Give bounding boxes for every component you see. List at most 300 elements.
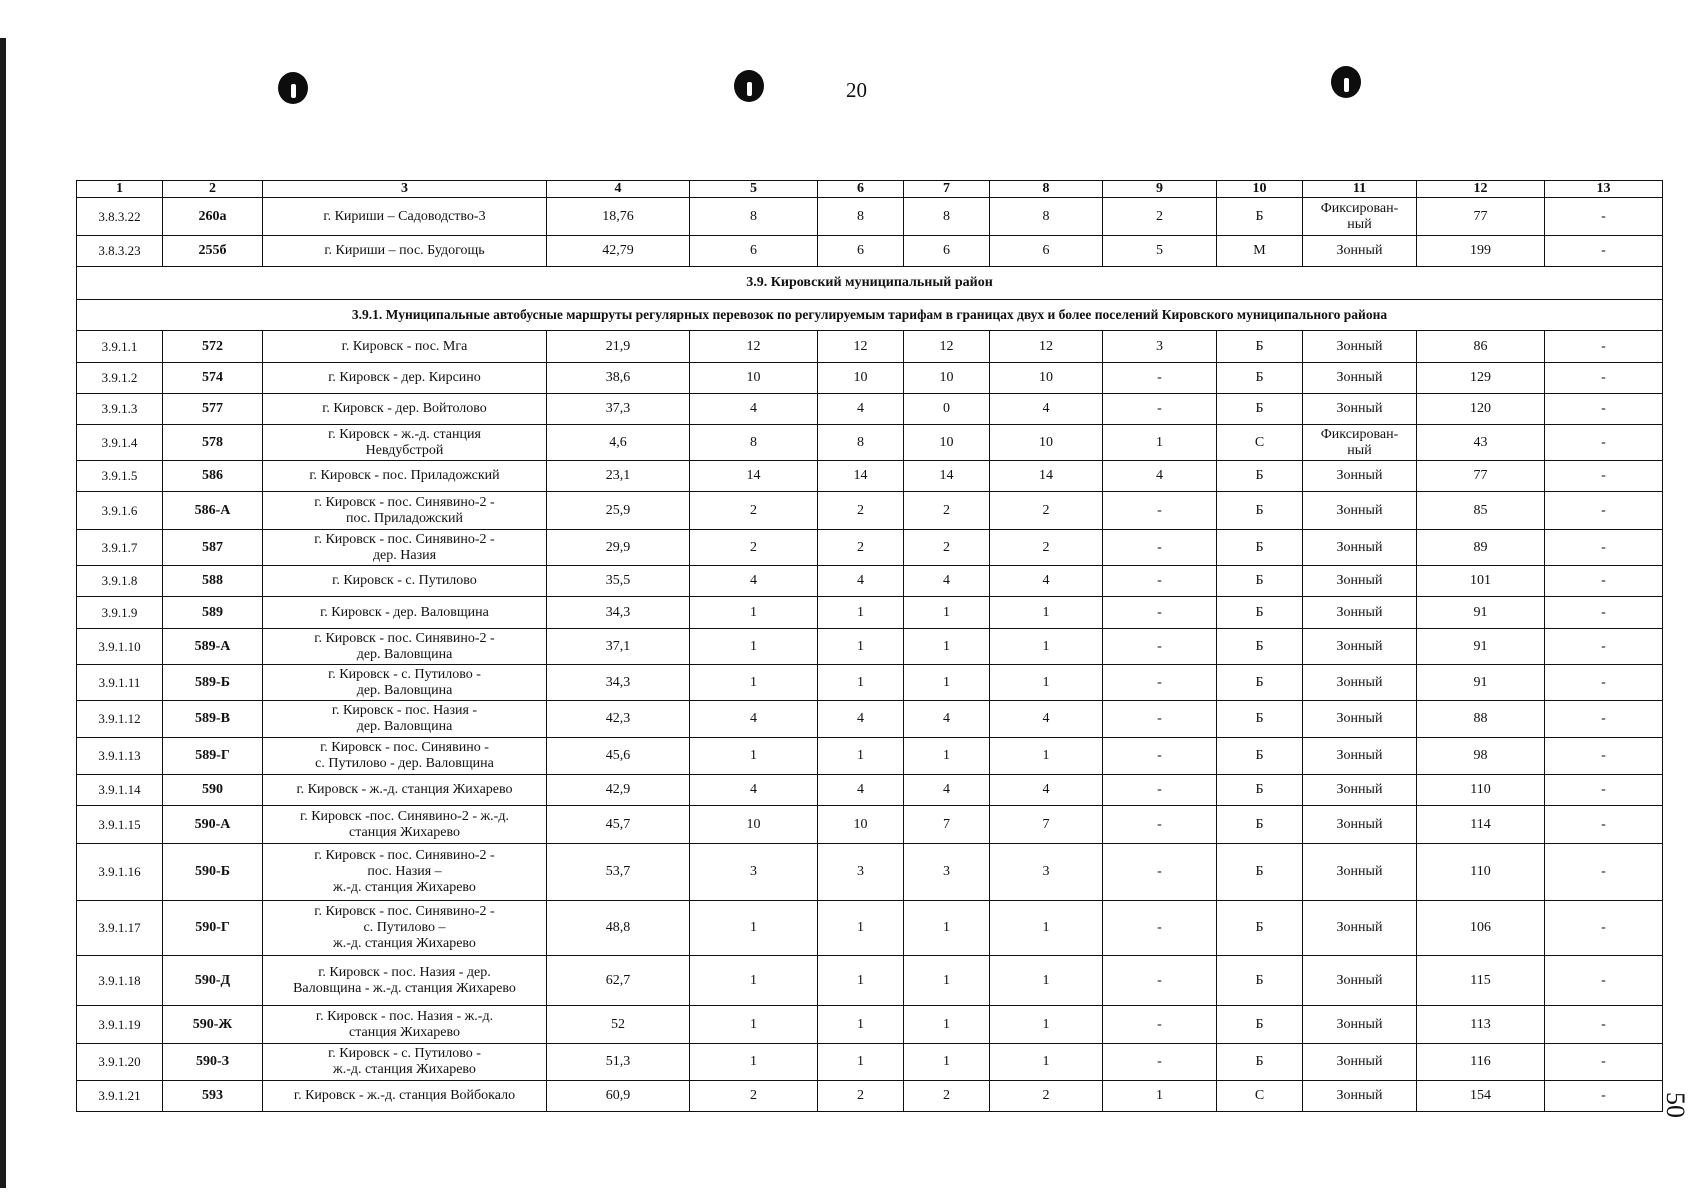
col-7: 1 xyxy=(904,1006,990,1044)
route-name: г. Кировск - с. Путилово - дер. Валовщина xyxy=(263,665,547,701)
tariff-type: Зонный xyxy=(1303,901,1417,956)
fare: 85 xyxy=(1417,492,1545,530)
col-5: 1 xyxy=(690,665,818,701)
col-5: 12 xyxy=(690,331,818,363)
route-length: 34,3 xyxy=(547,665,690,701)
col-9: - xyxy=(1103,738,1217,775)
route-number: 586-А xyxy=(163,492,263,530)
route-number: 255б xyxy=(163,236,263,267)
route-number: 588 xyxy=(163,566,263,597)
col-13: - xyxy=(1545,1081,1663,1112)
fare: 110 xyxy=(1417,844,1545,901)
route-length: 21,9 xyxy=(547,331,690,363)
row-code: 3.9.1.19 xyxy=(77,1006,163,1044)
vehicle-class: Б xyxy=(1217,844,1303,901)
column-header-8: 8 xyxy=(990,181,1103,198)
col-8: 4 xyxy=(990,701,1103,738)
tariff-type: Зонный xyxy=(1303,566,1417,597)
table-row xyxy=(77,566,1663,597)
vehicle-class: Б xyxy=(1217,1044,1303,1081)
row-code: 3.9.1.18 xyxy=(77,956,163,1006)
col-5: 1 xyxy=(690,597,818,629)
subsection-row xyxy=(77,300,1663,331)
col-13: - xyxy=(1545,1006,1663,1044)
col-7: 0 xyxy=(904,394,990,425)
column-header-13: 13 xyxy=(1545,181,1663,198)
col-9: - xyxy=(1103,665,1217,701)
col-6: 14 xyxy=(818,461,904,492)
tariff-type: Зонный xyxy=(1303,461,1417,492)
vehicle-class: М xyxy=(1217,236,1303,267)
route-number: 590-А xyxy=(163,806,263,844)
route-name: г. Кировск - дер. Войтолово xyxy=(263,394,547,425)
col-9: 2 xyxy=(1103,198,1217,236)
fare: 115 xyxy=(1417,956,1545,1006)
col-6: 1 xyxy=(818,665,904,701)
route-length: 35,5 xyxy=(547,566,690,597)
tariff-type: Зонный xyxy=(1303,1044,1417,1081)
vehicle-class: Б xyxy=(1217,363,1303,394)
col-8: 1 xyxy=(990,1006,1103,1044)
col-6: 10 xyxy=(818,363,904,394)
vehicle-class: Б xyxy=(1217,530,1303,566)
section-title: 3.9. Кировский муниципальный район xyxy=(77,267,1663,300)
tariff-type: Зонный xyxy=(1303,492,1417,530)
column-header-9: 9 xyxy=(1103,181,1217,198)
vehicle-class: Б xyxy=(1217,1006,1303,1044)
row-code: 3.9.1.3 xyxy=(77,394,163,425)
route-length: 4,6 xyxy=(547,425,690,461)
row-code: 3.9.1.8 xyxy=(77,566,163,597)
route-name: г. Кировск - пос. Синявино-2 - с. Путилово – ж.-д. станция Жихарево xyxy=(263,901,547,956)
col-13: - xyxy=(1545,775,1663,806)
route-length: 45,7 xyxy=(547,806,690,844)
route-name: г. Кировск - пос. Синявино-2 - дер. Валовщина xyxy=(263,629,547,665)
route-name: г. Кировск - пос. Назия - ж.-д. станция Жихарево xyxy=(263,1006,547,1044)
route-number: 589 xyxy=(163,597,263,629)
row-code: 3.9.1.12 xyxy=(77,701,163,738)
route-name: г. Кировск - пос. Назия - дер. Валовщина xyxy=(263,701,547,738)
table-row xyxy=(77,461,1663,492)
col-8: 2 xyxy=(990,492,1103,530)
col-7: 1 xyxy=(904,901,990,956)
row-code: 3.9.1.15 xyxy=(77,806,163,844)
col-9: 1 xyxy=(1103,425,1217,461)
tariff-type: Зонный xyxy=(1303,1081,1417,1112)
route-name: г. Кировск - пос. Назия - дер. Валовщина - ж.-д. станция Жихарево xyxy=(263,956,547,1006)
route-number: 586 xyxy=(163,461,263,492)
table-row xyxy=(77,363,1663,394)
route-number: 590-З xyxy=(163,1044,263,1081)
col-5: 2 xyxy=(690,492,818,530)
col-6: 12 xyxy=(818,331,904,363)
margin-handwritten-mark: 50 xyxy=(1661,1092,1690,1118)
col-6: 2 xyxy=(818,1081,904,1112)
col-5: 4 xyxy=(690,566,818,597)
fare: 106 xyxy=(1417,901,1545,956)
routes-table xyxy=(76,180,1663,1112)
tariff-type: Зонный xyxy=(1303,236,1417,267)
col-6: 4 xyxy=(818,566,904,597)
table-row xyxy=(77,597,1663,629)
col-5: 6 xyxy=(690,236,818,267)
col-8: 1 xyxy=(990,597,1103,629)
vehicle-class: С xyxy=(1217,1081,1303,1112)
page-number: 20 xyxy=(846,78,867,102)
col-8: 1 xyxy=(990,629,1103,665)
route-length: 42,3 xyxy=(547,701,690,738)
row-code: 3.9.1.7 xyxy=(77,530,163,566)
col-5: 3 xyxy=(690,844,818,901)
col-13: - xyxy=(1545,956,1663,1006)
vehicle-class: Б xyxy=(1217,492,1303,530)
col-13: - xyxy=(1545,701,1663,738)
route-name: г. Кириши – Садоводство-3 xyxy=(263,198,547,236)
table-row xyxy=(77,901,1663,956)
vehicle-class: Б xyxy=(1217,597,1303,629)
column-header-2: 2 xyxy=(163,181,263,198)
table-row xyxy=(77,331,1663,363)
col-8: 4 xyxy=(990,775,1103,806)
vehicle-class: Б xyxy=(1217,901,1303,956)
column-header-7: 7 xyxy=(904,181,990,198)
column-header-6: 6 xyxy=(818,181,904,198)
col-9: - xyxy=(1103,629,1217,665)
tariff-type: Зонный xyxy=(1303,665,1417,701)
col-7: 3 xyxy=(904,844,990,901)
row-code: 3.8.3.22 xyxy=(77,198,163,236)
col-13: - xyxy=(1545,566,1663,597)
table-row xyxy=(77,394,1663,425)
col-8: 10 xyxy=(990,363,1103,394)
col-5: 4 xyxy=(690,775,818,806)
col-9: - xyxy=(1103,1006,1217,1044)
row-code: 3.9.1.4 xyxy=(77,425,163,461)
row-code: 3.9.1.14 xyxy=(77,775,163,806)
col-9: - xyxy=(1103,566,1217,597)
vehicle-class: Б xyxy=(1217,738,1303,775)
column-header-4: 4 xyxy=(547,181,690,198)
col-8: 7 xyxy=(990,806,1103,844)
col-6: 1 xyxy=(818,1044,904,1081)
route-number: 589-Б xyxy=(163,665,263,701)
route-length: 60,9 xyxy=(547,1081,690,1112)
route-name: г. Кировск -пос. Синявино-2 - ж.-д. станция Жихарево xyxy=(263,806,547,844)
col-9: 1 xyxy=(1103,1081,1217,1112)
col-13: - xyxy=(1545,530,1663,566)
route-number: 590-Г xyxy=(163,901,263,956)
route-length: 29,9 xyxy=(547,530,690,566)
col-13: - xyxy=(1545,394,1663,425)
col-13: - xyxy=(1545,629,1663,665)
col-7: 7 xyxy=(904,806,990,844)
col-7: 2 xyxy=(904,492,990,530)
col-7: 2 xyxy=(904,530,990,566)
col-8: 2 xyxy=(990,1081,1103,1112)
col-5: 2 xyxy=(690,530,818,566)
route-name: г. Кировск - пос. Мга xyxy=(263,331,547,363)
route-name: г. Кировск - с. Путилово - ж.-д. станция Жихарево xyxy=(263,1044,547,1081)
col-5: 14 xyxy=(690,461,818,492)
table-row xyxy=(77,844,1663,901)
tariff-type: Зонный xyxy=(1303,844,1417,901)
route-length: 38,6 xyxy=(547,363,690,394)
table-row xyxy=(77,629,1663,665)
column-header-5: 5 xyxy=(690,181,818,198)
table-header xyxy=(77,181,1663,198)
col-9: - xyxy=(1103,806,1217,844)
table-body xyxy=(77,198,1663,1112)
tariff-type: Фиксирован- ный xyxy=(1303,425,1417,461)
row-code: 3.9.1.13 xyxy=(77,738,163,775)
col-7: 4 xyxy=(904,566,990,597)
column-header-10: 10 xyxy=(1217,181,1303,198)
col-7: 1 xyxy=(904,665,990,701)
col-13: - xyxy=(1545,844,1663,901)
row-code: 3.9.1.17 xyxy=(77,901,163,956)
route-name: г. Кириши – пос. Будогощь xyxy=(263,236,547,267)
subsection-title: 3.9.1. Муниципальные автобусные маршруты регулярных перевозок по регулируемым тарифам в границах двух и более поселений Кировского муниципального района xyxy=(77,300,1663,331)
col-7: 2 xyxy=(904,1081,990,1112)
route-length: 52 xyxy=(547,1006,690,1044)
section-row xyxy=(77,267,1663,300)
col-9: - xyxy=(1103,394,1217,425)
col-9: 4 xyxy=(1103,461,1217,492)
fare: 86 xyxy=(1417,331,1545,363)
fare: 91 xyxy=(1417,629,1545,665)
col-8: 4 xyxy=(990,566,1103,597)
fare: 129 xyxy=(1417,363,1545,394)
vehicle-class: Б xyxy=(1217,394,1303,425)
col-5: 1 xyxy=(690,956,818,1006)
vehicle-class: Б xyxy=(1217,806,1303,844)
route-number: 590 xyxy=(163,775,263,806)
col-6: 1 xyxy=(818,738,904,775)
col-6: 10 xyxy=(818,806,904,844)
route-name: г. Кировск - пос. Синявино-2 - пос. Приладожский xyxy=(263,492,547,530)
tariff-type: Фиксирован- ный xyxy=(1303,198,1417,236)
col-5: 4 xyxy=(690,394,818,425)
punch-hole-left xyxy=(278,72,308,104)
col-6: 3 xyxy=(818,844,904,901)
col-7: 1 xyxy=(904,629,990,665)
row-code: 3.9.1.16 xyxy=(77,844,163,901)
col-9: - xyxy=(1103,901,1217,956)
col-5: 1 xyxy=(690,1044,818,1081)
route-number: 593 xyxy=(163,1081,263,1112)
punch-hole-center xyxy=(734,70,764,102)
row-code: 3.9.1.9 xyxy=(77,597,163,629)
col-7: 10 xyxy=(904,363,990,394)
col-8: 2 xyxy=(990,530,1103,566)
fare: 199 xyxy=(1417,236,1545,267)
route-number: 590-Ж xyxy=(163,1006,263,1044)
col-7: 4 xyxy=(904,701,990,738)
tariff-type: Зонный xyxy=(1303,394,1417,425)
col-13: - xyxy=(1545,363,1663,394)
route-number: 572 xyxy=(163,331,263,363)
fare: 91 xyxy=(1417,665,1545,701)
tariff-type: Зонный xyxy=(1303,363,1417,394)
vehicle-class: С xyxy=(1217,425,1303,461)
col-5: 1 xyxy=(690,1006,818,1044)
col-6: 4 xyxy=(818,394,904,425)
vehicle-class: Б xyxy=(1217,775,1303,806)
header-row xyxy=(77,181,1663,198)
vehicle-class: Б xyxy=(1217,461,1303,492)
table-row xyxy=(77,198,1663,236)
col-7: 1 xyxy=(904,738,990,775)
col-8: 10 xyxy=(990,425,1103,461)
fare: 114 xyxy=(1417,806,1545,844)
route-name: г. Кировск - с. Путилово xyxy=(263,566,547,597)
col-7: 4 xyxy=(904,775,990,806)
col-6: 1 xyxy=(818,901,904,956)
col-5: 1 xyxy=(690,629,818,665)
tariff-type: Зонный xyxy=(1303,956,1417,1006)
col-6: 6 xyxy=(818,236,904,267)
column-header-1: 1 xyxy=(77,181,163,198)
table-row xyxy=(77,775,1663,806)
col-7: 1 xyxy=(904,597,990,629)
route-name: г. Кировск - пос. Синявино-2 - пос. Назия – ж.-д. станция Жихарево xyxy=(263,844,547,901)
fare: 101 xyxy=(1417,566,1545,597)
route-number: 587 xyxy=(163,530,263,566)
col-13: - xyxy=(1545,806,1663,844)
col-6: 1 xyxy=(818,956,904,1006)
col-7: 8 xyxy=(904,198,990,236)
col-13: - xyxy=(1545,492,1663,530)
fare: 91 xyxy=(1417,597,1545,629)
table-row xyxy=(77,530,1663,566)
row-code: 3.9.1.1 xyxy=(77,331,163,363)
route-number: 574 xyxy=(163,363,263,394)
col-6: 2 xyxy=(818,492,904,530)
fare: 98 xyxy=(1417,738,1545,775)
col-7: 1 xyxy=(904,1044,990,1081)
col-8: 8 xyxy=(990,198,1103,236)
vehicle-class: Б xyxy=(1217,331,1303,363)
col-8: 1 xyxy=(990,956,1103,1006)
route-length: 42,9 xyxy=(547,775,690,806)
vehicle-class: Б xyxy=(1217,566,1303,597)
row-code: 3.9.1.6 xyxy=(77,492,163,530)
col-5: 8 xyxy=(690,198,818,236)
col-9: 3 xyxy=(1103,331,1217,363)
route-number: 590-Д xyxy=(163,956,263,1006)
col-9: - xyxy=(1103,844,1217,901)
fare: 43 xyxy=(1417,425,1545,461)
tariff-type: Зонный xyxy=(1303,331,1417,363)
route-length: 34,3 xyxy=(547,597,690,629)
route-length: 42,79 xyxy=(547,236,690,267)
tariff-type: Зонный xyxy=(1303,738,1417,775)
col-13: - xyxy=(1545,1044,1663,1081)
route-name: г. Кировск - дер. Кирсино xyxy=(263,363,547,394)
table-row xyxy=(77,665,1663,701)
route-name: г. Кировск - ж.-д. станция Невдубстрой xyxy=(263,425,547,461)
col-5: 4 xyxy=(690,701,818,738)
column-header-11: 11 xyxy=(1303,181,1417,198)
row-code: 3.9.1.2 xyxy=(77,363,163,394)
route-length: 45,6 xyxy=(547,738,690,775)
binding-edge xyxy=(0,38,6,1188)
table-row xyxy=(77,236,1663,267)
route-number: 260а xyxy=(163,198,263,236)
tariff-type: Зонный xyxy=(1303,530,1417,566)
route-length: 23,1 xyxy=(547,461,690,492)
col-9: - xyxy=(1103,1044,1217,1081)
col-7: 14 xyxy=(904,461,990,492)
col-13: - xyxy=(1545,236,1663,267)
route-number: 589-В xyxy=(163,701,263,738)
col-8: 4 xyxy=(990,394,1103,425)
col-6: 1 xyxy=(818,597,904,629)
col-7: 1 xyxy=(904,956,990,1006)
route-length: 37,3 xyxy=(547,394,690,425)
route-name: г. Кировск - пос. Синявино - с. Путилово - дер. Валовщина xyxy=(263,738,547,775)
col-8: 14 xyxy=(990,461,1103,492)
tariff-type: Зонный xyxy=(1303,629,1417,665)
row-code: 3.9.1.21 xyxy=(77,1081,163,1112)
col-6: 4 xyxy=(818,701,904,738)
col-9: - xyxy=(1103,530,1217,566)
col-6: 4 xyxy=(818,775,904,806)
table-row xyxy=(77,492,1663,530)
route-length: 62,7 xyxy=(547,956,690,1006)
col-6: 1 xyxy=(818,629,904,665)
fare: 77 xyxy=(1417,461,1545,492)
col-9: - xyxy=(1103,492,1217,530)
col-7: 12 xyxy=(904,331,990,363)
col-8: 6 xyxy=(990,236,1103,267)
tariff-type: Зонный xyxy=(1303,1006,1417,1044)
col-5: 10 xyxy=(690,806,818,844)
route-length: 25,9 xyxy=(547,492,690,530)
table-row xyxy=(77,1006,1663,1044)
col-6: 8 xyxy=(818,425,904,461)
vehicle-class: Б xyxy=(1217,629,1303,665)
col-5: 8 xyxy=(690,425,818,461)
table-row xyxy=(77,701,1663,738)
column-header-3: 3 xyxy=(263,181,547,198)
route-name: г. Кировск - пос. Приладожский xyxy=(263,461,547,492)
column-header-12: 12 xyxy=(1417,181,1545,198)
col-13: - xyxy=(1545,331,1663,363)
vehicle-class: Б xyxy=(1217,956,1303,1006)
row-code: 3.9.1.10 xyxy=(77,629,163,665)
fare: 154 xyxy=(1417,1081,1545,1112)
route-length: 18,76 xyxy=(547,198,690,236)
col-5: 1 xyxy=(690,901,818,956)
route-length: 48,8 xyxy=(547,901,690,956)
col-9: - xyxy=(1103,956,1217,1006)
col-13: - xyxy=(1545,738,1663,775)
vehicle-class: Б xyxy=(1217,198,1303,236)
route-length: 53,7 xyxy=(547,844,690,901)
fare: 113 xyxy=(1417,1006,1545,1044)
route-name: г. Кировск - пос. Синявино-2 - дер. Назия xyxy=(263,530,547,566)
fare: 116 xyxy=(1417,1044,1545,1081)
col-6: 8 xyxy=(818,198,904,236)
fare: 110 xyxy=(1417,775,1545,806)
route-name: г. Кировск - ж.-д. станция Войбокало xyxy=(263,1081,547,1112)
col-5: 10 xyxy=(690,363,818,394)
route-length: 51,3 xyxy=(547,1044,690,1081)
route-number: 589-Г xyxy=(163,738,263,775)
route-length: 37,1 xyxy=(547,629,690,665)
row-code: 3.9.1.20 xyxy=(77,1044,163,1081)
